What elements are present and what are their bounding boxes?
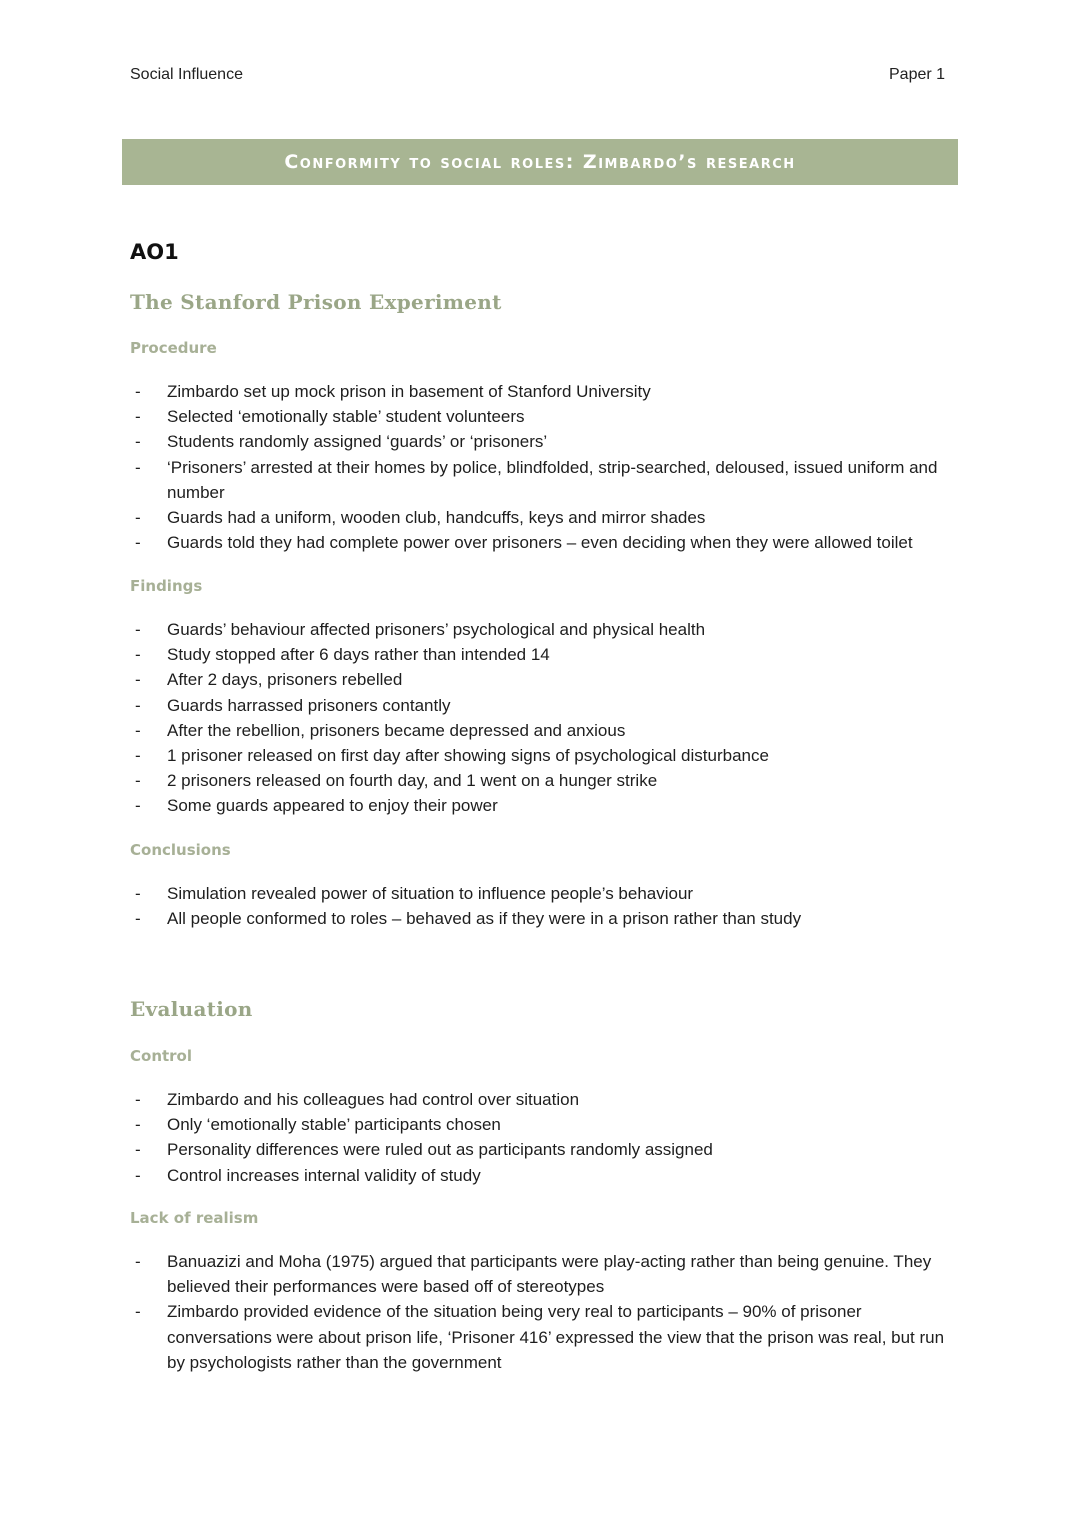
list-item-text: Banuazizi and Moha (1975) argued that participants were play-acting rather than being genuine. They believed their performances were based off of stereotypes	[167, 1252, 932, 1297]
bullet-dash: -	[135, 1165, 141, 1185]
list-item	[130, 667, 960, 692]
list-item	[130, 1087, 960, 1112]
list-item	[130, 1299, 960, 1375]
list-item-text: Guards’ behaviour affected prisoners’ psychological and physical health	[167, 620, 706, 639]
list-item-text: Students randomly assigned ‘guards’ or ‘prisoners’	[167, 432, 548, 452]
bullet-dash: -	[135, 620, 141, 639]
list-item-text: Some guards appeared to enjoy their power	[167, 796, 498, 816]
control-list	[130, 1087, 960, 1188]
list-item-text: Personality differences were ruled out as participants randomly assigned	[167, 1140, 713, 1160]
bullet-dash: -	[135, 909, 141, 929]
list-item	[130, 906, 960, 931]
findings-heading: Findings	[130, 577, 203, 595]
bullet-dash: -	[135, 1140, 141, 1160]
bullet-dash: -	[135, 771, 141, 791]
bullet-dash: -	[135, 884, 141, 903]
list-item-text: Zimbardo set up mock prison in basement of Stanford University	[167, 382, 651, 401]
control-heading: Control	[130, 1047, 193, 1065]
list-item-text: Zimbardo provided evidence of the situation being very real to participants – 90% of prisoner conversations were about prison life, ‘Prisoner 416’ expressed the view that the prison was real, but run by psychologists rather than the government	[167, 1302, 945, 1372]
list-item	[130, 768, 960, 793]
bullet-dash: -	[135, 1115, 141, 1135]
page-title: Conformity to social roles: Zimbardo’s research	[284, 151, 796, 173]
ao1-heading: AO1	[130, 240, 179, 264]
bullet-dash: -	[135, 645, 141, 665]
list-item	[130, 379, 960, 404]
procedure-heading: Procedure	[130, 339, 217, 357]
conclusions-list	[130, 881, 960, 931]
bullet-dash: -	[135, 670, 141, 690]
list-item	[130, 530, 960, 555]
list-item	[130, 1249, 960, 1299]
list-item	[130, 1163, 960, 1188]
list-item	[130, 793, 960, 818]
bullet-dash: -	[135, 432, 141, 452]
list-item-text: 2 prisoners released on fourth day, and 1 went on a hunger strike	[167, 771, 658, 791]
bullet-dash: -	[135, 1252, 141, 1271]
list-item-text: Simulation revealed power of situation to influence people’s behaviour	[167, 884, 694, 903]
evaluation-heading: Evaluation	[130, 997, 253, 1021]
bullet-dash: -	[135, 382, 141, 401]
procedure-list	[130, 379, 960, 555]
list-item	[130, 642, 960, 667]
list-item	[130, 718, 960, 743]
list-item	[130, 617, 960, 642]
bullet-dash: -	[135, 720, 141, 740]
list-item	[130, 881, 960, 906]
running-header-paper: Paper 1	[889, 66, 946, 83]
bullet-dash: -	[135, 533, 141, 553]
list-item	[130, 505, 960, 530]
lack-of-realism-heading: Lack of realism	[130, 1209, 259, 1227]
bullet-dash: -	[135, 1302, 141, 1322]
list-item	[130, 1112, 960, 1137]
list-item-text: ‘Prisoners’ arrested at their homes by police, blindfolded, strip-searched, deloused, issued uniform and number	[167, 457, 938, 502]
title-banner	[122, 139, 958, 185]
bullet-dash: -	[135, 457, 141, 477]
lack-of-realism-list	[130, 1249, 960, 1375]
bullet-dash: -	[135, 1090, 141, 1109]
list-item	[130, 429, 960, 454]
list-item-text: Guards had a uniform, wooden club, handcuffs, keys and mirror shades	[167, 508, 706, 528]
list-item-text: After the rebellion, prisoners became depressed and anxious	[167, 720, 626, 740]
experiment-heading: The Stanford Prison Experiment	[130, 290, 502, 314]
bullet-dash: -	[135, 746, 141, 766]
list-item-text: After 2 days, prisoners rebelled	[167, 670, 403, 690]
list-item	[130, 693, 960, 718]
conclusions-heading: Conclusions	[130, 841, 231, 859]
list-item-text: Study stopped after 6 days rather than intended 14	[167, 645, 550, 665]
running-header-subject: Social Influence	[130, 66, 243, 83]
bullet-dash: -	[135, 796, 141, 816]
list-item-text: 1 prisoner released on first day after showing signs of psychological disturbance	[167, 746, 769, 766]
findings-list	[130, 617, 960, 819]
list-item-text: Control increases internal validity of study	[167, 1165, 481, 1185]
list-item	[130, 455, 960, 505]
list-item	[130, 1137, 960, 1162]
list-item-text: Only ‘emotionally stable’ participants chosen	[167, 1115, 501, 1135]
list-item-text: Guards harrassed prisoners contantly	[167, 695, 451, 715]
bullet-dash: -	[135, 508, 141, 528]
list-item-text: Selected ‘emotionally stable’ student volunteers	[167, 407, 525, 427]
list-item-text: Guards told they had complete power over prisoners – even deciding when they were allowed toilet	[167, 533, 913, 553]
list-item-text: All people conformed to roles – behaved as if they were in a prison rather than study	[167, 909, 802, 929]
list-item	[130, 743, 960, 768]
list-item-text: Zimbardo and his colleagues had control over situation	[167, 1090, 580, 1109]
bullet-dash: -	[135, 407, 141, 427]
bullet-dash: -	[135, 695, 141, 715]
list-item	[130, 404, 960, 429]
